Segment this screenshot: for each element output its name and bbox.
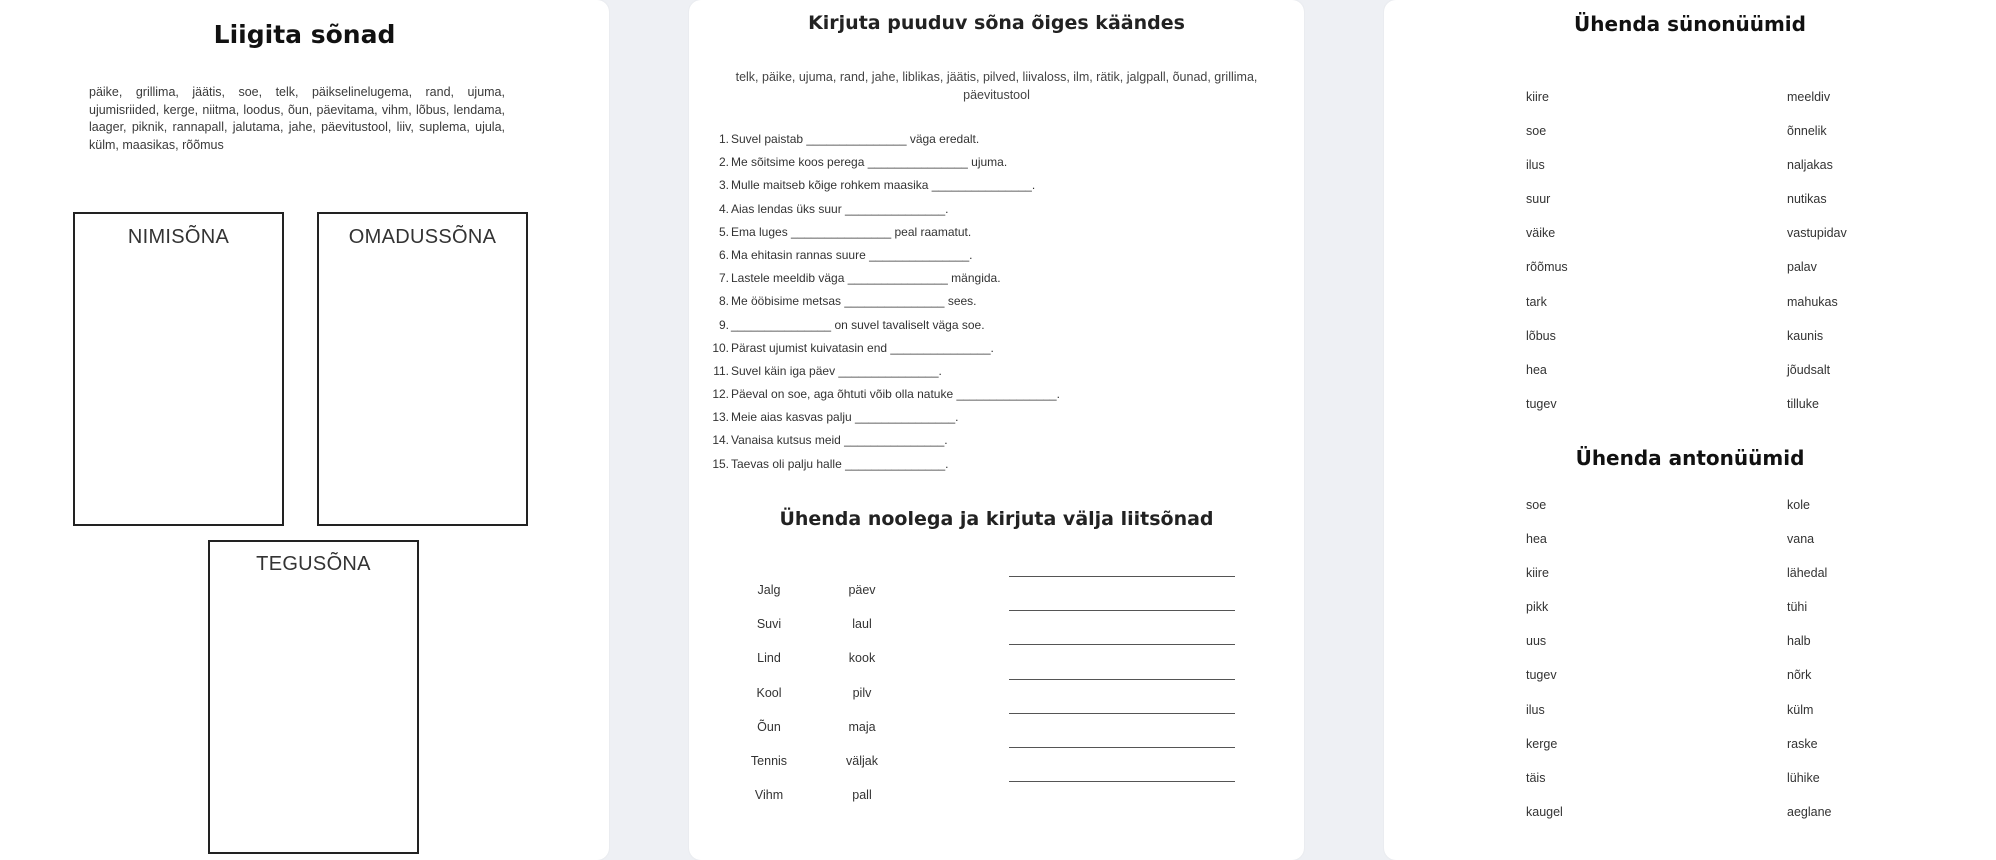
sentence-number: 10. <box>712 340 729 355</box>
right-word: tilluke <box>1787 396 1819 411</box>
compound-row <box>689 683 1304 717</box>
compound-left-word: Vihm <box>754 788 784 803</box>
sentence-number: 12. <box>712 387 729 402</box>
synonym-pair <box>1384 158 1996 192</box>
sentence-text: Mulle maitseb kõige rohkem maasika _______________. <box>731 178 1036 193</box>
antonym-pair <box>1384 498 1996 532</box>
left-word: suur <box>1526 192 1551 207</box>
sentence-number: 5. <box>718 224 729 239</box>
answer-line <box>1009 576 1235 577</box>
sentence-number: 14. <box>712 433 729 448</box>
compound-left-word: Lind <box>757 651 781 666</box>
word-bank: päike, grillima, jäätis, soe, telk, päikselinelugema, rand, ujuma, ujumisriided, kerge, niitma, loodus, õun, päevitama, vihm, lõbus, lendama, laager, piknik, rannapall, jalutama, jahe, päevitustool, liiv, suplema, ujula, külm, maasikas, rõõmus <box>89 85 505 152</box>
sentence-number: 7. <box>718 271 729 286</box>
noun-box-label: NIMISÕNA <box>127 226 230 248</box>
sentence-item <box>689 318 1304 341</box>
synonym-list <box>1384 90 1996 431</box>
left-word: kiire <box>1526 90 1549 104</box>
synonym-pair <box>1384 260 1996 294</box>
page-title: Liigita sõnad <box>213 20 396 49</box>
noun-box <box>73 212 284 526</box>
antonym-list <box>1384 498 1996 839</box>
worksheet-page-fill-in <box>689 0 1304 860</box>
sentence-item <box>689 364 1304 387</box>
sentence-text: Me sõitsime koos perega _______________ ujuma. <box>731 155 1008 170</box>
sentence-item <box>689 387 1304 410</box>
right-word: vastupidav <box>1787 226 1847 241</box>
compound-right-word: pall <box>852 788 872 803</box>
right-word: jõudsalt <box>1787 362 1831 377</box>
left-word: kiire <box>1526 566 1549 581</box>
word-bank: telk, päike, ujuma, rand, jahe, liblikas, jäätis, pilved, liivaloss, ilm, rätik, jalgpall, õunad, grillima, päevitustool <box>735 70 1258 102</box>
sentence-text: Suvel käin iga päev _______________. <box>731 363 942 378</box>
verb-box <box>208 540 419 854</box>
right-word: halb <box>1787 634 1811 649</box>
antonym-pair <box>1384 668 1996 702</box>
synonyms-title: Ühenda sünonüümid <box>1574 12 1806 36</box>
compound-left-word: Jalg <box>757 583 781 597</box>
sentence-item <box>689 457 1304 480</box>
sentence-text: Aias lendas üks suur _______________. <box>731 201 949 216</box>
answer-line <box>1009 781 1235 782</box>
sentence-list <box>689 132 1304 480</box>
sentence-item <box>689 341 1304 364</box>
worksheet-page-matching <box>1384 0 1996 860</box>
sentence-text: Lastele meeldib väga _______________ mängida. <box>731 271 1001 286</box>
sentence-item <box>689 433 1304 456</box>
adjective-box <box>317 212 528 526</box>
antonym-pair <box>1384 805 1996 839</box>
compound-row <box>689 580 1304 614</box>
antonym-pair <box>1384 566 1996 600</box>
answer-line <box>1009 610 1235 611</box>
sentence-text: Ema luges _______________ peal raamatut. <box>731 224 972 239</box>
right-word: õnnelik <box>1787 124 1827 139</box>
synonym-pair <box>1384 295 1996 329</box>
antonym-pair <box>1384 532 1996 566</box>
sentence-number: 15. <box>712 456 729 471</box>
sentence-item <box>689 271 1304 294</box>
worksheet-page-classify <box>0 0 609 860</box>
sentence-item <box>689 155 1304 178</box>
left-word: tugev <box>1526 396 1557 411</box>
right-word: meeldiv <box>1787 90 1831 104</box>
left-word: soe <box>1526 498 1547 512</box>
synonym-pair <box>1384 90 1996 124</box>
compound-section-title: Ühenda noolega ja kirjuta välja liitsõnad <box>779 508 1214 530</box>
sentence-item <box>689 225 1304 248</box>
antonym-pair <box>1384 737 1996 771</box>
right-word: lühike <box>1787 770 1820 785</box>
sentence-item <box>689 248 1304 271</box>
left-word: rõõmus <box>1526 260 1568 275</box>
sentence-number: 1. <box>718 132 729 146</box>
synonym-pair <box>1384 192 1996 226</box>
sentence-number: 3. <box>718 178 729 193</box>
left-word: uus <box>1526 634 1547 649</box>
compound-row <box>689 717 1304 751</box>
left-word: tugev <box>1526 668 1557 683</box>
left-word: lõbus <box>1526 328 1556 343</box>
sentence-item <box>689 410 1304 433</box>
right-word: kole <box>1787 498 1810 512</box>
sentence-text: Vanaisa kutsus meid _______________. <box>731 433 948 448</box>
sentence-text: Ma ehitasin rannas suure _______________. <box>731 247 973 262</box>
right-word: lähedal <box>1787 566 1828 581</box>
verb-box-label: TEGUSÕNA <box>256 553 371 575</box>
left-word: väike <box>1526 226 1556 241</box>
antonym-pair <box>1384 771 1996 805</box>
compound-row <box>689 614 1304 648</box>
left-word: pikk <box>1526 600 1549 615</box>
adjective-box-label: OMADUSSÕNA <box>348 226 497 248</box>
sentence-text: Meie aias kasvas palju _______________. <box>731 410 959 425</box>
compound-right-word: maja <box>848 719 876 734</box>
left-word: kaugel <box>1526 804 1563 819</box>
compound-row <box>689 648 1304 682</box>
compound-right-word: väljak <box>846 753 878 768</box>
sentence-item <box>689 202 1304 225</box>
page-title: Kirjuta puuduv sõna õiges käändes <box>808 12 1185 34</box>
compound-row <box>689 751 1304 785</box>
left-word: kerge <box>1526 736 1558 751</box>
compound-left-word: Tennis <box>750 753 788 768</box>
compound-left-word: Kool <box>756 685 782 700</box>
compound-right-word: kook <box>848 651 876 666</box>
sentence-text: _______________ on suvel tavaliselt väga soe. <box>731 317 985 332</box>
antonyms-title: Ühenda antonüümid <box>1575 446 1805 470</box>
sentence-number: 4. <box>718 201 729 216</box>
sentence-text: Taevas oli palju halle _______________. <box>731 456 949 471</box>
answer-line <box>1009 679 1235 680</box>
compound-left-word: Suvi <box>756 617 782 632</box>
sentence-text: Suvel paistab _______________ väga eredalt. <box>731 132 980 146</box>
sentence-number: 11. <box>713 363 729 378</box>
right-word: nõrk <box>1787 668 1812 683</box>
left-word: hea <box>1526 532 1547 547</box>
sentence-number: 6. <box>718 247 729 262</box>
sentence-number: 8. <box>718 294 729 309</box>
left-word: tark <box>1526 294 1547 309</box>
left-word: soe <box>1526 124 1547 139</box>
left-word: ilus <box>1526 702 1545 717</box>
antonym-pair <box>1384 703 1996 737</box>
right-word: nutikas <box>1787 192 1827 207</box>
answer-line <box>1009 713 1235 714</box>
sentence-item <box>689 132 1304 155</box>
sentence-item <box>689 178 1304 201</box>
antonym-pair <box>1384 634 1996 668</box>
answer-line <box>1009 644 1235 645</box>
right-word: naljakas <box>1787 158 1833 173</box>
right-word: palav <box>1787 260 1817 275</box>
synonym-pair <box>1384 363 1996 397</box>
compound-word-list <box>689 580 1304 819</box>
compound-right-word: laul <box>852 617 872 632</box>
synonym-pair <box>1384 124 1996 158</box>
right-word: mahukas <box>1787 294 1838 309</box>
synonym-pair <box>1384 226 1996 260</box>
compound-right-word: pilv <box>852 685 872 700</box>
synonym-pair <box>1384 397 1996 431</box>
right-word: raske <box>1787 736 1818 751</box>
compound-right-word: päev <box>848 583 876 597</box>
sentence-number: 9. <box>718 317 729 332</box>
sentence-text: Me ööbisime metsas _______________ sees. <box>731 294 977 309</box>
antonym-pair <box>1384 600 1996 634</box>
synonym-pair <box>1384 329 1996 363</box>
right-word: külm <box>1787 702 1814 717</box>
right-word: kaunis <box>1787 328 1824 343</box>
left-word: hea <box>1526 362 1547 377</box>
answer-line <box>1009 747 1235 748</box>
right-word: tühi <box>1787 600 1808 615</box>
compound-left-word: Õun <box>757 719 781 734</box>
sentence-item <box>689 294 1304 317</box>
sentence-text: Päeval on soe, aga õhtuti võib olla natuke _______________. <box>731 387 1060 402</box>
left-word: ilus <box>1526 158 1545 173</box>
sentence-number: 2. <box>718 155 729 170</box>
compound-row <box>689 785 1304 819</box>
left-word: täis <box>1526 770 1546 785</box>
sentence-number: 13. <box>712 410 729 425</box>
right-word: vana <box>1787 532 1815 547</box>
right-word: aeglane <box>1787 804 1832 819</box>
sentence-text: Pärast ujumist kuivatasin end _______________. <box>731 340 994 355</box>
